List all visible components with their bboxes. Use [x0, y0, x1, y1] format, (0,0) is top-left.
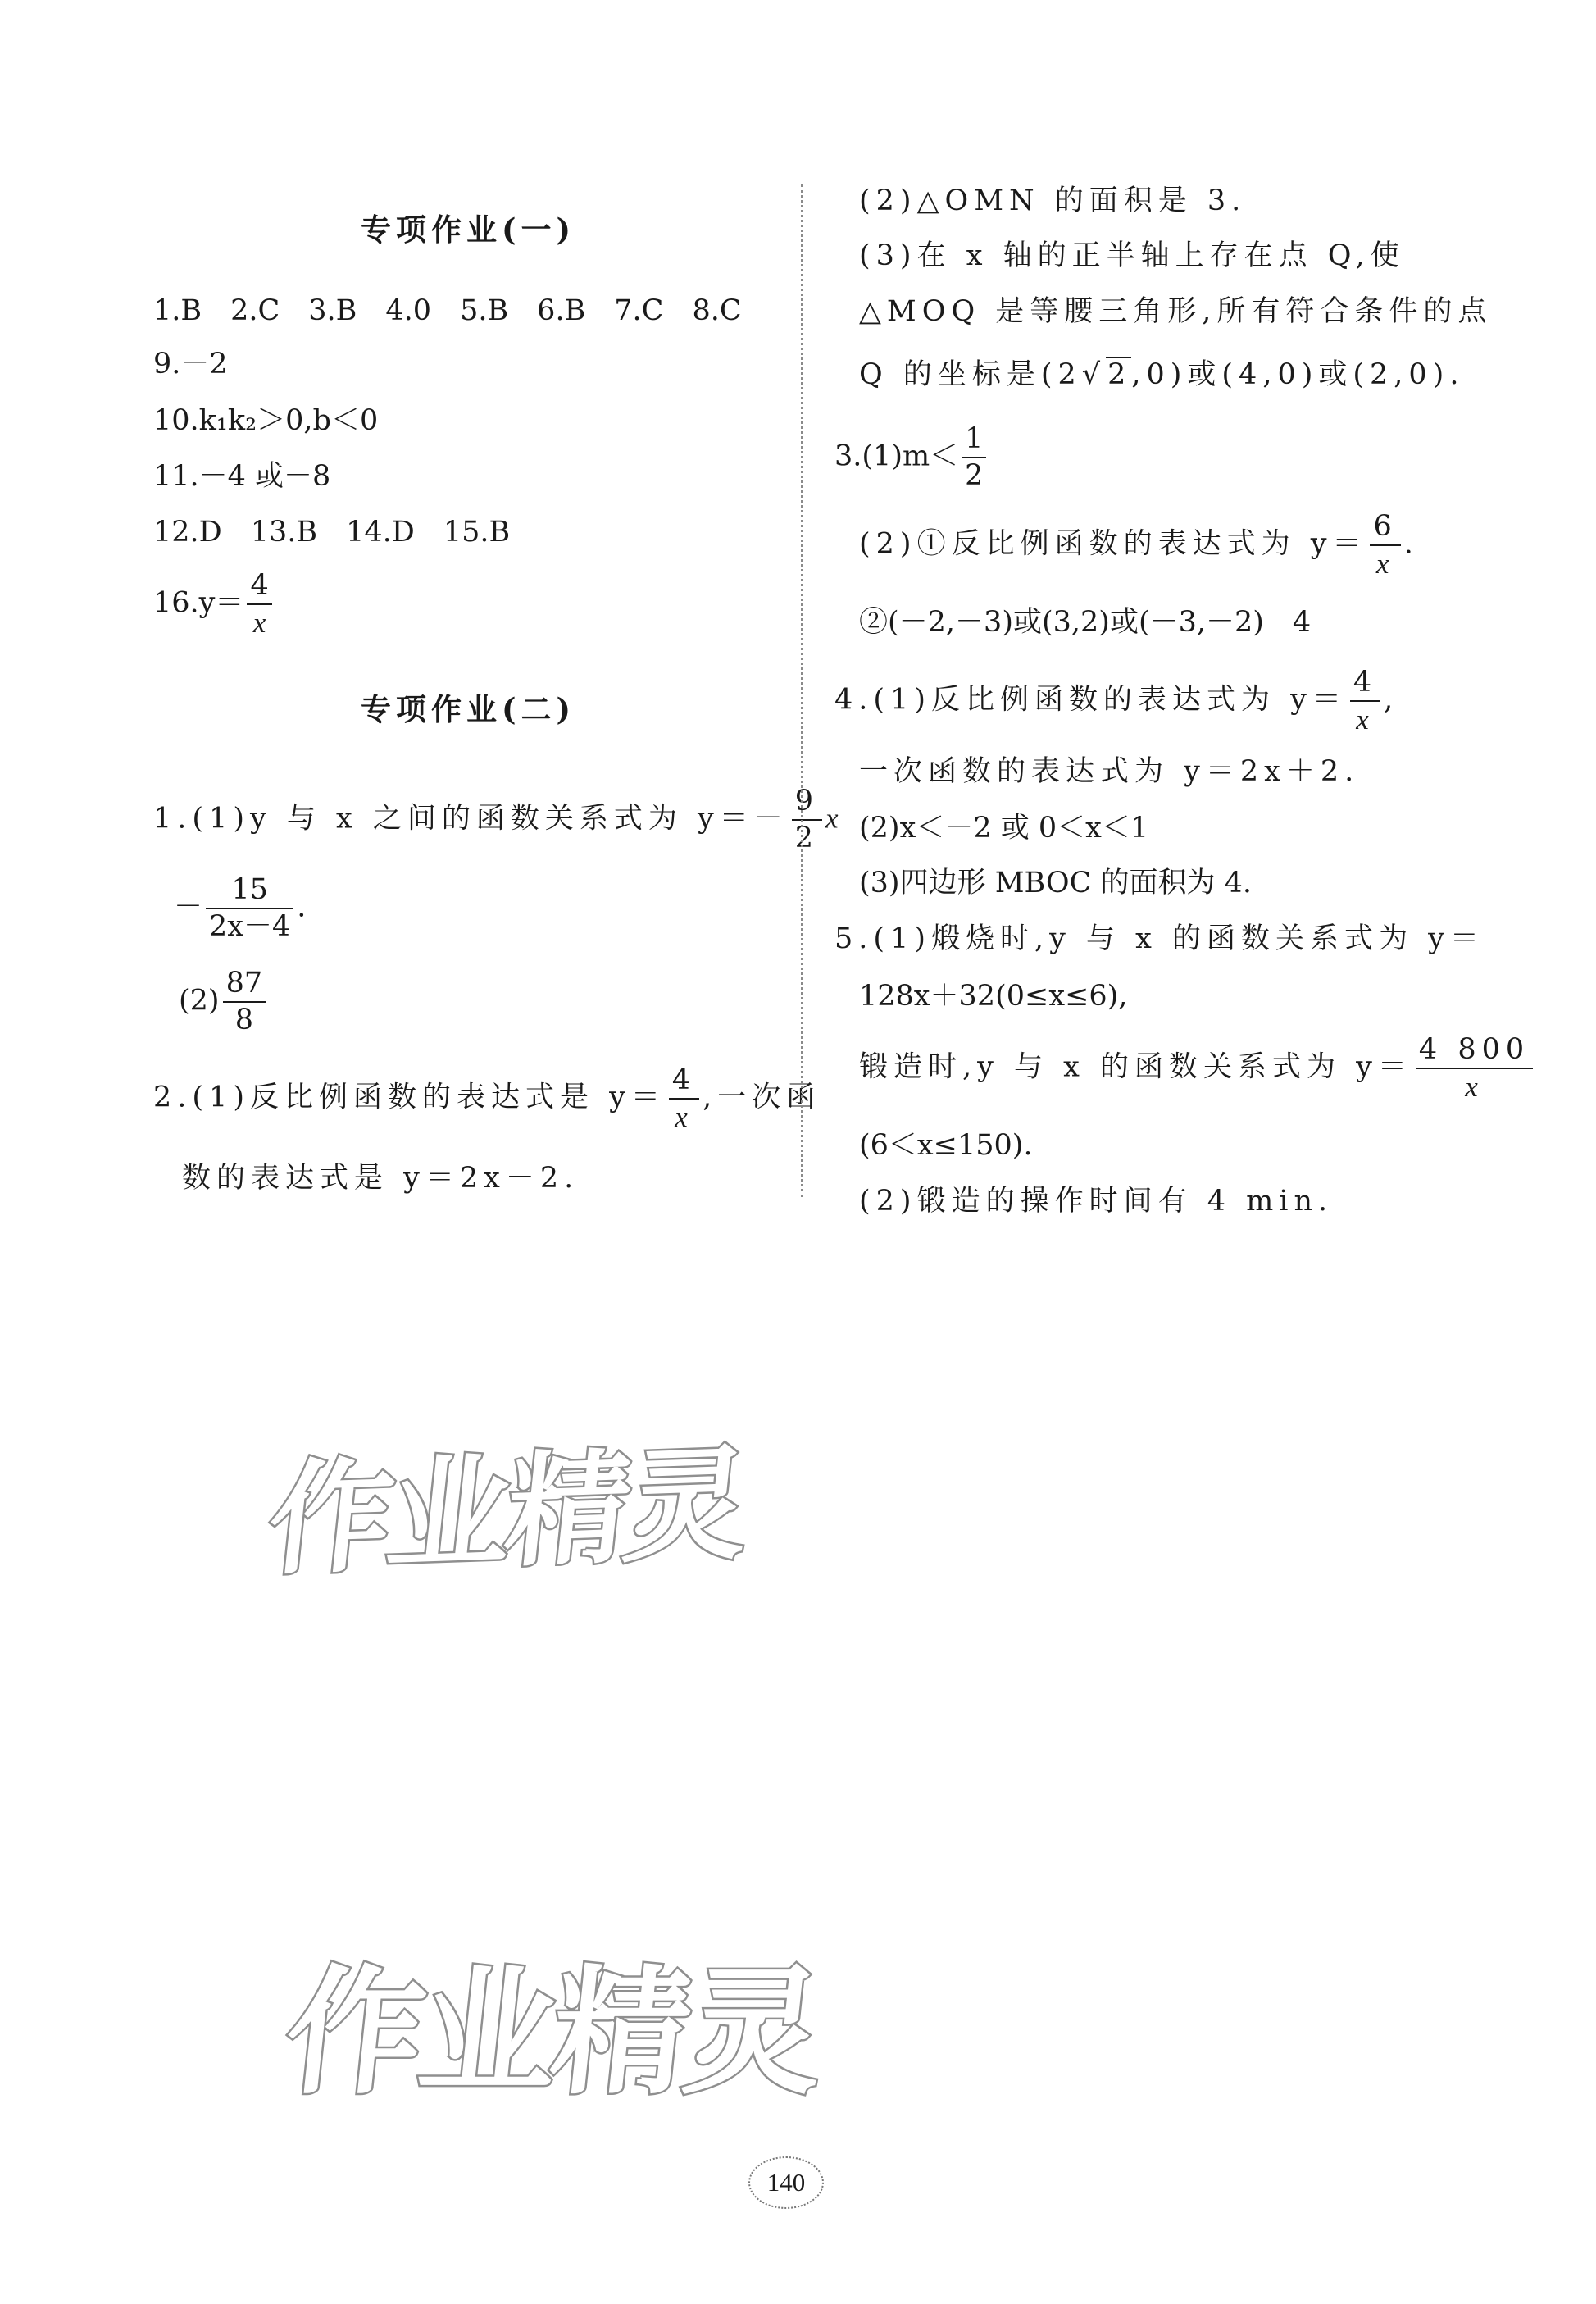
- q4-fraction: [1350, 668, 1380, 734]
- s2-q1-frac1-num: 9: [792, 787, 822, 821]
- q5-den: x: [1465, 1071, 1484, 1103]
- answer-line-10: 10.k₁k₂＞0,b＜0: [153, 404, 379, 437]
- s2-q1-fraction2: [206, 873, 293, 943]
- s2-q1-line1: [153, 787, 844, 853]
- answer-line-1-8: 1.B 2.C 3.B 4.0 5.B 6.B 7.C 8.C: [153, 294, 742, 327]
- q5-line1: 5.(1)煅烧时,y 与 x 的函数关系式为 y＝: [834, 922, 1485, 955]
- q3-2-suffix: .: [1403, 527, 1419, 561]
- q4-part2: (2)x＜－2 或 0＜x＜1: [859, 812, 1149, 845]
- s2-q1-frac2-num: 15: [206, 876, 293, 909]
- s2-q1-frac1-den: 2: [794, 822, 820, 854]
- s2-q1-line2: [174, 873, 307, 943]
- s2-q2-fraction: [669, 1063, 699, 1133]
- q3-2-den: x: [1375, 548, 1395, 580]
- s2-q1-frac2-den: 2x－4: [209, 910, 291, 943]
- q16-denominator: x: [252, 607, 266, 639]
- s2-q1-part2: [179, 969, 269, 1035]
- answer-line-16: [153, 571, 275, 637]
- s2-q2-line2: 数的表达式是 y＝2x－2.: [182, 1162, 580, 1195]
- q4-part1: [834, 668, 1398, 734]
- r-q3-line3: [859, 358, 1465, 391]
- sqrt-radicand: 2: [1107, 358, 1132, 391]
- q4-den: x: [1356, 703, 1375, 735]
- s2-q2-prefix: 2.(1)反比例函数的表达式是 y＝: [153, 1081, 666, 1114]
- q3-part3: ②(－2,－3)或(3,2)或(－3,－2) 4: [859, 606, 1312, 639]
- q3-num: 1: [962, 425, 986, 458]
- r-q3-line2: △MOQ 是等腰三角形,所有符合条件的点: [859, 295, 1493, 328]
- r-q3-line1: (3)在 x 轴的正半轴上存在点 Q,使: [859, 239, 1405, 272]
- section1-title: 专项作业(一): [361, 212, 576, 248]
- q3-fraction: [962, 422, 986, 492]
- q4-suffix: ,: [1384, 683, 1399, 717]
- q5-3-prefix: 锻造时,y 与 x 的函数关系式为 y＝: [859, 1050, 1412, 1084]
- s2-q1-2-den: 8: [234, 1004, 253, 1036]
- column-divider: [801, 184, 803, 1197]
- page-number: 140: [748, 2156, 824, 2209]
- s2-q1-period: .: [297, 890, 307, 924]
- q4-prefix: 4.(1)反比例函数的表达式为 y＝: [834, 683, 1347, 717]
- s2-q2-num: 4: [669, 1066, 699, 1100]
- q16-fraction: [247, 571, 271, 637]
- q3-2-prefix: (2)①反比例函数的表达式为 y＝: [859, 527, 1367, 561]
- s2-q1-x: x: [825, 802, 844, 835]
- s2-q1-fraction1: [792, 787, 822, 853]
- s2-q1-2-num: 87: [223, 969, 266, 1003]
- r-q2-line: (2)△OMN 的面积是 3.: [859, 184, 1247, 217]
- q4-linear: 一次函数的表达式为 y＝2x＋2.: [859, 755, 1360, 788]
- answer-line-12-15: 12.D 13.B 14.D 15.B: [153, 516, 511, 549]
- s2-q2-line1: [153, 1063, 821, 1133]
- section2-title: 专项作业(二): [361, 691, 576, 727]
- q4-part3: (3)四边形 MBOC 的面积为 4.: [859, 867, 1253, 899]
- s2-q2-den: x: [675, 1101, 693, 1133]
- q3-part1: [834, 422, 989, 492]
- s2-q1-2-prefix: (2): [179, 984, 220, 1018]
- q16-prefix: 16.y＝: [153, 586, 244, 620]
- watermark-logo: 作业精灵: [261, 1433, 752, 1592]
- s2-q1-text: 1.(1)y 与 x 之间的函数关系式为 y＝－: [153, 802, 789, 836]
- q5-line3: [859, 1033, 1536, 1103]
- r-q3-coord-suffix: ,0)或(4,0)或(2,0).: [1131, 358, 1465, 391]
- q4-num: 4: [1350, 668, 1380, 702]
- s2-q1-2-fraction: [223, 969, 266, 1035]
- answer-line-9: 9.－2: [153, 348, 228, 380]
- q5-part2: (2)锻造的操作时间有 4 min.: [859, 1185, 1334, 1218]
- q3-part2: [859, 512, 1419, 578]
- q3-2-fraction: [1370, 512, 1400, 578]
- q5-line2: 128x＋32(0≤x≤6),: [859, 980, 1128, 1013]
- watermark-logo-2: 作业精灵: [278, 1952, 827, 2113]
- q5-fraction: [1416, 1033, 1533, 1103]
- s2-q2-suffix: ,一次函: [703, 1081, 821, 1114]
- s2-q1-minus: －: [174, 890, 203, 924]
- answer-line-11: 11.－4 或－8: [153, 460, 331, 493]
- q3-den: 2: [965, 459, 984, 492]
- sqrt-sign: √: [1081, 358, 1107, 391]
- q3-2-num: 6: [1370, 512, 1400, 546]
- r-q3-coord-prefix: Q 的坐标是(2: [859, 358, 1082, 391]
- q5-num: 4 800: [1416, 1036, 1533, 1069]
- q5-line4: (6＜x≤150).: [859, 1129, 1033, 1162]
- q3-prefix: 3.(1)m＜: [834, 439, 959, 473]
- q16-numerator: 4: [247, 571, 271, 605]
